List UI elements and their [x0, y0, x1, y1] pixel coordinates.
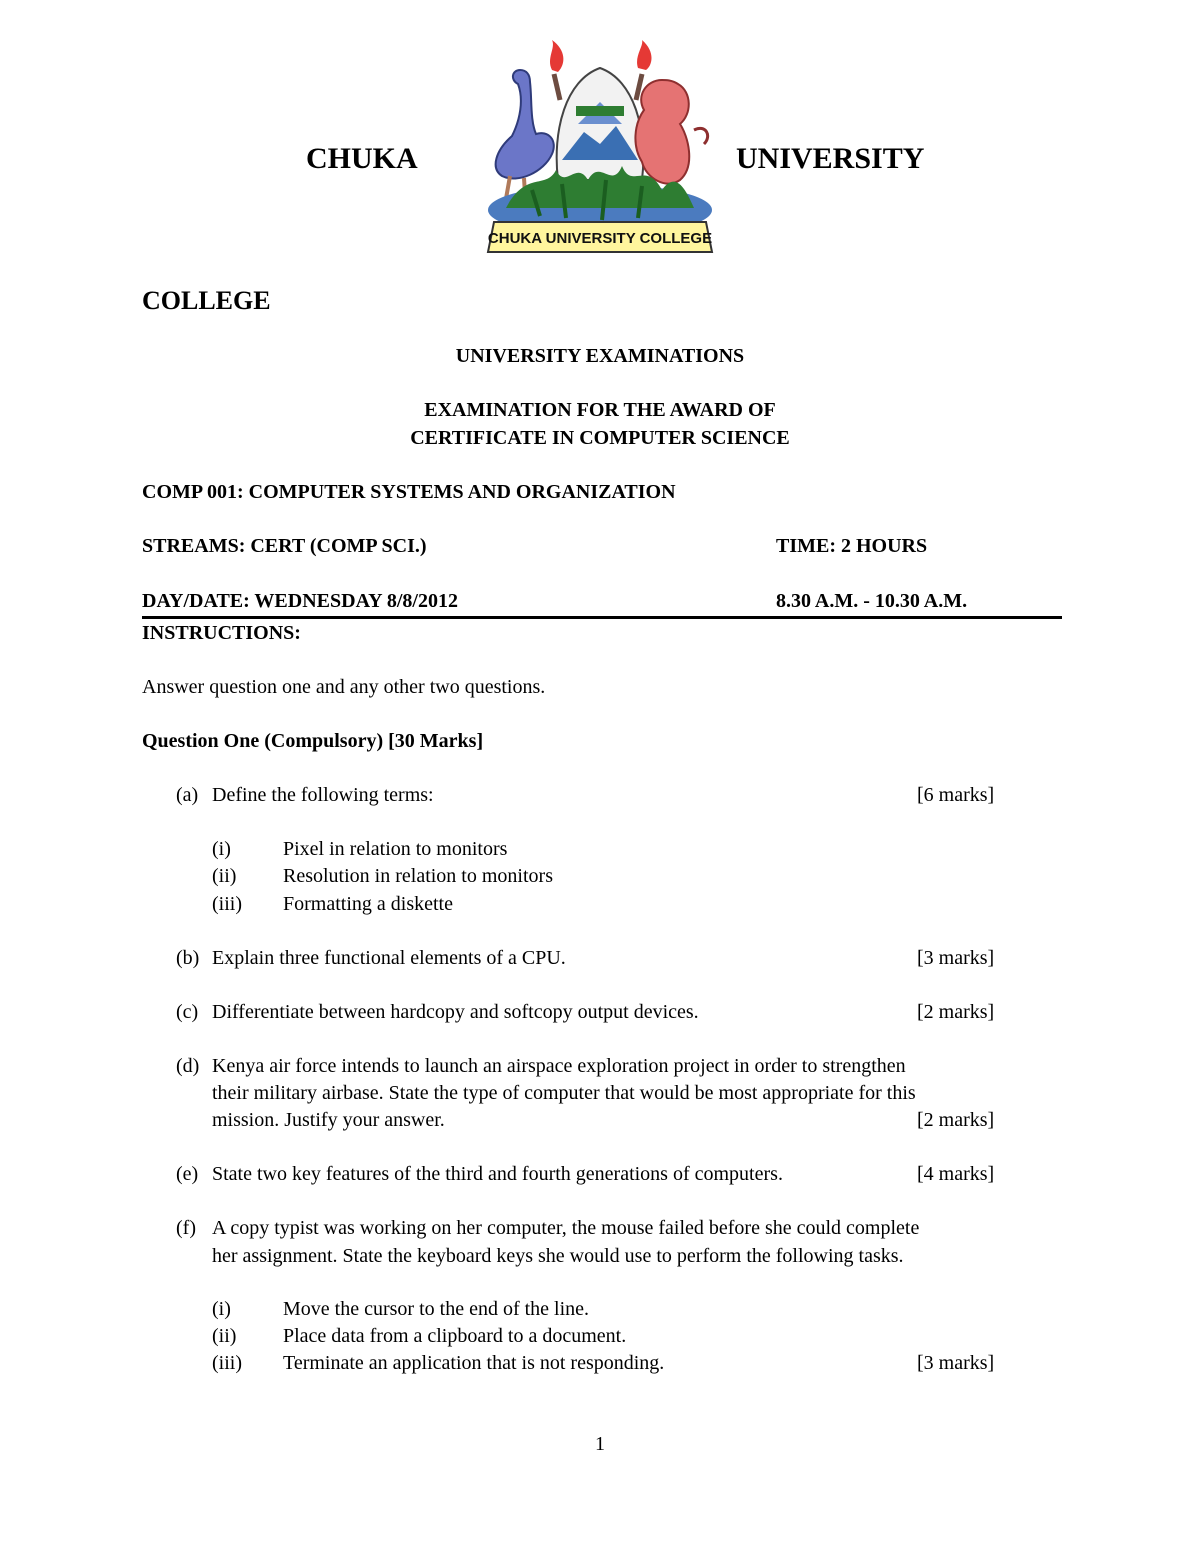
q1d-line-1: Kenya air force intends to launch an airspace exploration project in order to strengthen — [212, 1055, 906, 1077]
instructions-text: Answer question one and any other two questions. — [142, 676, 546, 698]
exam-day-date: DAY/DATE: WEDNESDAY 8/8/2012 — [142, 590, 458, 612]
q1f-label: (f) — [176, 1217, 196, 1239]
q1d-line-3: mission. Justify your answer. — [212, 1109, 445, 1131]
q1a-item-3-num: (iii) — [212, 893, 242, 915]
exam-duration: TIME: 2 HOURS — [776, 535, 928, 557]
q1b-label: (b) — [176, 947, 200, 969]
q1a-item-1-num: (i) — [212, 838, 231, 860]
question-one-heading: Question One (Compulsory) [30 Marks] — [142, 730, 484, 752]
q1a-item-1-text: Pixel in relation to monitors — [283, 838, 508, 860]
q1c-text: Differentiate between hardcopy and softcopy output devices. — [212, 1001, 699, 1023]
q1b-text: Explain three functional elements of a CPU. — [212, 947, 566, 969]
q1d-line-2: their military airbase. State the type of computer that would be most appropriate for this — [212, 1082, 916, 1104]
q1a-item-2-text: Resolution in relation to monitors — [283, 865, 553, 887]
course-title: COMP 001: COMPUTER SYSTEMS AND ORGANIZATION — [142, 481, 676, 503]
crest-ribbon-text: CHUKA UNIVERSITY COLLEGE — [487, 230, 713, 247]
q1c-marks: [2 marks] — [917, 1001, 995, 1023]
q1f-item-2-text: Place data from a clipboard to a document. — [283, 1325, 627, 1347]
q1a-label: (a) — [176, 784, 199, 806]
q1d-label: (d) — [176, 1055, 200, 1077]
q1f-marks: [3 marks] — [917, 1352, 995, 1374]
q1e-marks: [4 marks] — [917, 1163, 995, 1185]
q1d-marks: [2 marks] — [917, 1109, 995, 1131]
q1a-item-3-text: Formatting a diskette — [283, 893, 453, 915]
q1a-marks: [6 marks] — [917, 784, 995, 806]
award-line-2: CERTIFICATE IN COMPUTER SCIENCE — [410, 427, 790, 449]
q1a-text: Define the following terms: — [212, 784, 434, 806]
university-name-right: UNIVERSITY — [736, 142, 925, 175]
q1f-item-3-text: Terminate an application that is not responding. — [283, 1352, 665, 1374]
q1b-marks: [3 marks] — [917, 947, 995, 969]
university-crest-logo — [466, 40, 734, 262]
q1f-item-1-num: (i) — [212, 1298, 231, 1320]
header-divider — [142, 616, 1062, 619]
q1e-text: State two key features of the third and fourth generations of computers. — [212, 1163, 783, 1185]
q1e-label: (e) — [176, 1163, 199, 1185]
q1c-label: (c) — [176, 1001, 199, 1023]
university-name-left: CHUKA — [306, 142, 418, 175]
q1f-item-1-text: Move the cursor to the end of the line. — [283, 1298, 590, 1320]
instructions-heading: INSTRUCTIONS: — [142, 622, 301, 644]
page-number: 1 — [595, 1433, 605, 1455]
q1f-line-2: her assignment. State the keyboard keys she would use to perform the following tasks. — [212, 1245, 904, 1267]
exam-hours: 8.30 A.M. - 10.30 A.M. — [776, 590, 968, 612]
q1a-item-2-num: (ii) — [212, 865, 237, 887]
q1f-line-1: A copy typist was working on her computer, the mouse failed before she could complete — [212, 1217, 920, 1239]
streams: STREAMS: CERT (COMP SCI.) — [142, 535, 427, 557]
exam-title: UNIVERSITY EXAMINATIONS — [455, 345, 745, 367]
q1f-item-3-num: (iii) — [212, 1352, 242, 1374]
q1f-item-2-num: (ii) — [212, 1325, 237, 1347]
award-line-1: EXAMINATION FOR THE AWARD OF — [424, 399, 776, 421]
college-label: COLLEGE — [142, 286, 271, 315]
